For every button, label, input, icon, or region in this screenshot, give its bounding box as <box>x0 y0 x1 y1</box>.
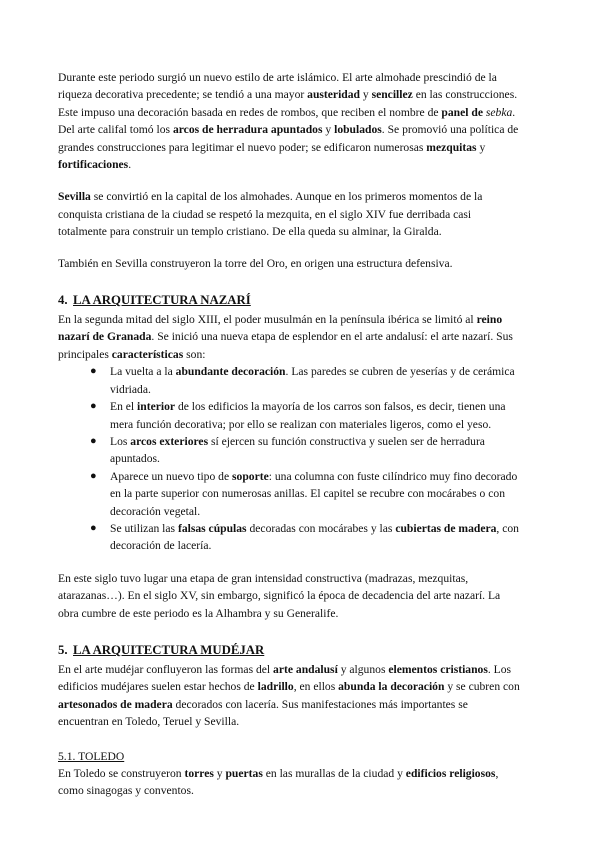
bold-term: soporte <box>232 469 269 483</box>
bold-term: austeridad <box>307 88 360 102</box>
text-run: y <box>322 123 335 137</box>
italic-term: sebka <box>485 105 513 119</box>
section-number: 5. <box>58 642 68 657</box>
section-heading-nazari <box>58 291 520 309</box>
list-item <box>90 363 520 398</box>
text-run: Durante este periodo surgió un nuevo estilo de arte islámico. El arte almohade prescindió de la riqueza decorativa precedente; se tendió a una mayor <box>58 71 497 102</box>
bold-term: mezquitas <box>426 140 477 154</box>
bold-term: puertas <box>225 766 263 780</box>
bullet-icon: ● <box>90 400 97 413</box>
bold-term: cubiertas de madera <box>395 521 497 535</box>
text-run: de los edificios la mayoría de los carros son falsos, es decir, tienen una mera función decorativa; por ello se realizan con materiales ligeros, como el yeso. <box>110 400 506 431</box>
text-run: , en ellos <box>293 680 339 694</box>
bold-term: características <box>111 347 184 361</box>
section-title: LA ARQUITECTURA MUDÉJAR <box>73 642 265 657</box>
text-run: Los <box>110 434 131 448</box>
subsection-heading-toledo: 5.1. TOLEDO <box>58 749 125 763</box>
paragraph-mudejar-intro <box>58 661 520 731</box>
text-run: sí ejercen su función constructiva y suelen ser de herradura apuntados. <box>110 434 485 466</box>
paragraph-sevilla-capital <box>58 188 520 240</box>
text-run: En el <box>110 400 138 414</box>
text-run: Se utilizan las <box>110 521 178 535</box>
section-title: LA ARQUITECTURA NAZARÍ <box>73 293 251 308</box>
bold-term: fortificaciones <box>58 158 129 172</box>
text-run: La vuelta a la <box>110 365 176 379</box>
text-run: En el arte mudéjar confluyeron las formas del <box>58 662 274 676</box>
text-run: y <box>476 140 486 154</box>
bold-term: panel de <box>441 105 486 119</box>
bullet-icon: ● <box>90 469 97 482</box>
bold-term: Sevilla <box>58 190 91 204</box>
text-run: . Se inició una nueva etapa de esplendor en el arte andalusí: el arte nazarí. Sus principales <box>58 330 513 361</box>
list-item <box>90 520 520 555</box>
text-run: y algunos <box>337 662 389 676</box>
bold-term: elementos cristianos <box>388 662 488 676</box>
characteristics-list <box>58 363 520 554</box>
text-run: : una columna con fuste cilíndrico muy fino decorado en la parte superior con numerosas anillas. El capitel se recubre con mocárabes o con decoración vegetal. <box>110 469 518 518</box>
paragraph-torre-del-oro <box>58 255 520 272</box>
bullet-icon: ● <box>90 521 97 534</box>
bold-term: interior <box>137 400 176 414</box>
bullet-icon: ● <box>90 365 97 378</box>
text-run: En este siglo tuvo lugar una etapa de gran intensidad constructiva (madrazas, mezquitas, atarazanas…). En el siglo XV, sin embargo, significó la época de decadencia del arte nazarí. La obra cumbre de este periodo es la Alhambra y su Generalife. <box>58 571 501 620</box>
text-run: . Los edificios mudéjares suelen estar hechos de <box>58 662 512 694</box>
text-run: . <box>128 158 132 172</box>
text-run: son: <box>183 347 206 361</box>
text-run: . Se promovió una política de grandes construcciones para legitimar el nuevo poder; se edificaron numerosas <box>58 123 519 154</box>
list-item <box>90 468 520 520</box>
bold-term: abunda la decoración <box>338 680 445 694</box>
text-run: y <box>213 766 226 780</box>
text-run: decoradas con mocárabes y las <box>246 521 396 535</box>
text-run: También en Sevilla construyeron la torre del Oro, en origen una estructura defensiva. <box>58 256 453 270</box>
text-run: decorados con lacería. Sus manifestaciones más importantes se encuentran en Toledo, Teruel y Sevilla. <box>58 697 468 729</box>
text-run: Aparece un nuevo tipo de <box>110 469 233 483</box>
bold-term: arcos exteriores <box>130 434 209 448</box>
bold-term: ladrillo <box>257 680 294 694</box>
text-run: . Las paredes se cubren de yeserías y de cerámica vidriada. <box>110 365 515 396</box>
text-run: y se cubren con <box>444 680 520 694</box>
bold-term: edificios religiosos <box>405 766 496 780</box>
text-run: en las construcciones. Este impuso una decoración basada en redes de rombos, que reciben el nombre de <box>58 88 518 119</box>
paragraph-nazari-intro <box>58 311 520 363</box>
bold-term: arcos de herradura apuntados <box>172 123 323 137</box>
text-run: se convirtió en la capital de los almohades. Aunque en los primeros momentos de la conquista cristiana de la ciudad se respetó la mezquita, en el siglo XIV fue derribada casi totalmente para construir un templo cristiano. De ella queda su alminar, la Giralda. <box>58 190 483 239</box>
list-item <box>90 398 520 433</box>
bold-term: reino nazarí de Granada <box>58 313 503 344</box>
bold-term: arte andalusí <box>273 662 338 676</box>
paragraph-almohade-style <box>58 69 520 173</box>
list-item <box>90 433 520 468</box>
bold-term: sencillez <box>371 88 413 102</box>
text-run: . Del arte califal tomó los <box>58 105 516 137</box>
bold-term: lobulados <box>334 123 382 137</box>
text-run: En la segunda mitad del siglo XIII, el poder musulmán en la península ibérica se limitó al <box>58 313 477 327</box>
text-run: En Toledo se construyeron <box>58 766 185 780</box>
text-run: , como sinagogas y conventos. <box>58 766 499 797</box>
bullet-icon: ● <box>90 434 97 447</box>
section-number: 4. <box>58 293 68 308</box>
text-run: en las murallas de la ciudad y <box>262 766 406 780</box>
paragraph-nazari-decline <box>58 570 520 622</box>
paragraph-toledo <box>58 765 520 800</box>
bold-term: abundante decoración <box>175 365 286 379</box>
bold-term: artesonados de madera <box>58 697 173 711</box>
bold-term: torres <box>184 766 214 780</box>
text-run: y <box>359 88 372 102</box>
section-heading-mudejar <box>58 641 520 659</box>
bold-term: falsas cúpulas <box>177 521 247 535</box>
text-run: , con decoración de lacería. <box>110 521 519 553</box>
